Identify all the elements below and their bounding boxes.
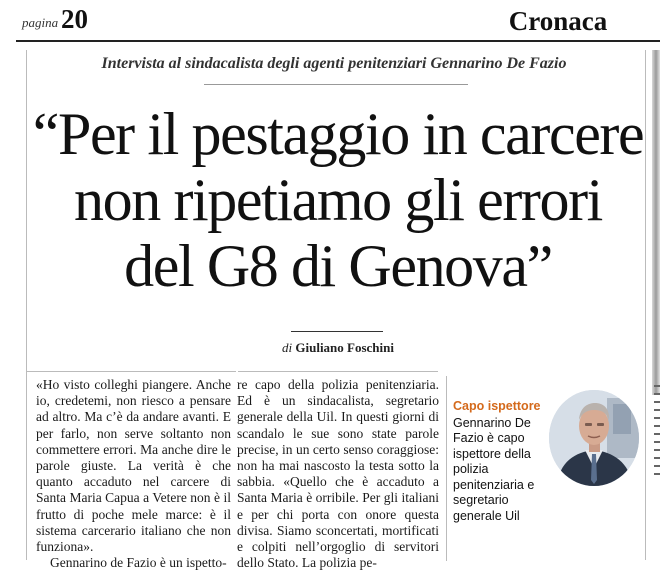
article-kicker: Intervista al sindacalista degli agenti penitenziari Gennarino De Fazio: [101, 55, 567, 72]
article-column-2: [237, 377, 439, 571]
headline-line: del G8 di Genova”: [124, 233, 552, 299]
portrait-photo: [549, 390, 639, 486]
section-title: Cronaca: [508, 6, 608, 36]
byline-rule: [291, 331, 383, 332]
photo-caption: [453, 399, 545, 524]
byline-author: Giuliano Foschini: [295, 340, 394, 355]
article-headline: [28, 101, 648, 299]
headline-line: non ripetiamo gli errori: [74, 167, 602, 233]
adjacent-article-photo-edge: [652, 50, 660, 395]
header-rule: [16, 40, 660, 42]
byline-prefix: di: [282, 340, 293, 355]
left-border-rule: [26, 50, 27, 560]
column-separator: [446, 376, 447, 561]
caption-text: Gennarino De Fazio è capo ispettore della polizia penitenziaria e segretario generale Uil: [453, 415, 535, 523]
column-top-rule: [26, 371, 236, 372]
caption-title: Capo ispettore: [453, 399, 541, 413]
page-number: 20: [61, 4, 88, 34]
paragraph: Gennarino de Fazio è un ispetto-: [50, 555, 227, 571]
paragraph: «Ho visto colleghi piangere. Anche io, credetemi, non riesco a pensare ad altro. Ma c’è da andare avanti. E per farlo, non serve soltanto non commettere errori. Ma anche dire le parole giuste. La verità è che quanto accaduto nel carcere di Santa Maria Capua a Vetere non è il frutto di poche mele marce: è il sistema carcerario italiano che non funziona».: [36, 377, 231, 555]
adjacent-article-text-edge: [652, 380, 660, 560]
byline: [200, 340, 476, 356]
headline-line: “Per il pestaggio in carcere: [32, 101, 644, 167]
article-column-1: [36, 377, 231, 571]
paragraph: re capo della polizia penitenziaria. Ed è un sindacalista, segretario generale della Uil. In questi giorni di scandalo le sue sono state parole precise, in un certo senso coraggiose: non ha mai nascosto la testa sotto la sabbia. «Quello che è accaduto a Santa Maria è orribile. Per gli italiani e per chi porta con onore questa divisa. Siamo sconcertati, mortificati e colpiti nell’orgoglio di servitori dello Stato. La polizia pe-: [237, 377, 439, 571]
kicker-rule: [204, 84, 468, 85]
page-label: pagina: [22, 15, 59, 30]
column-top-rule: [238, 371, 438, 372]
